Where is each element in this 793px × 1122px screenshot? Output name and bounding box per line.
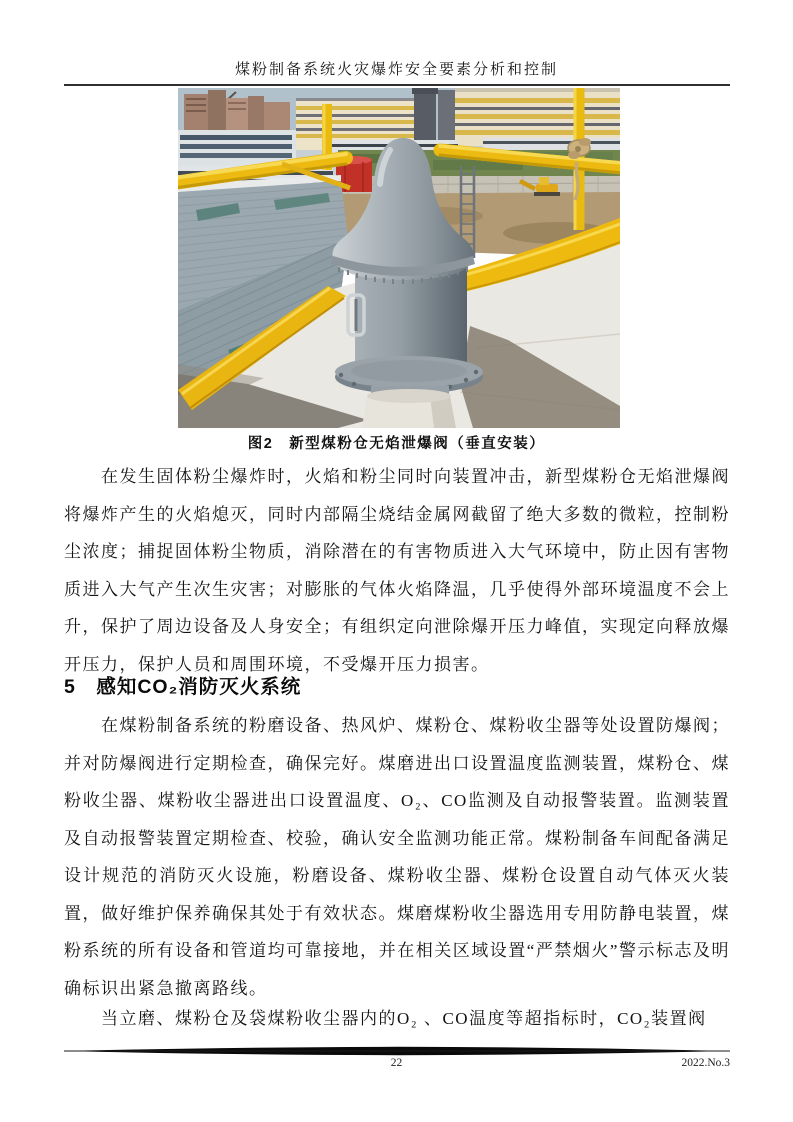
figure-caption: 图2 新型煤粉仓无焰泄爆阀（垂直安装）	[247, 436, 546, 452]
figure-2	[178, 88, 620, 428]
section-5-heading: 5 感知CO₂消防灭火系统	[64, 676, 302, 698]
header-rule	[64, 84, 730, 86]
paragraph-co2-system: 在煤粉制备系统的粉磨设备、热风炉、煤粉仓、煤粉收尘器等处设置防爆阀；并对防爆阀进行定期检查，确保完好。煤磨进出口设置温度监测装置，煤粉仓、煤粉收尘器、煤粉收尘器进出口设置温度、O₂、CO监测及自动报警装置。监测装置及自动报警装置定期检查、校验，确认安全监测功能正常。煤粉制备车间配备满足设计规范的消防灭火设施，粉磨设备、煤粉收尘器、煤粉仓设置自动气体灭火装置，做好维护保养确保其处于有效状态。煤磨煤粉收尘器选用专用防静电装置，煤粉系统的所有设备和管道均可靠接地，并在相关区域设置“严禁烟火”警示标志及明确标识出紧急撤离路线。	[64, 716, 730, 998]
paragraph-vent-valve: 在发生固体粉尘爆炸时，火焰和粉尘同时向装置冲击，新型煤粉仓无焰泄爆阀将爆炸产生的火焰熄灭，同时内部隔尘烧结金属网截留了绝大多数的微粒，控制粉尘浓度；捕捉固体粉尘物质，消除潜在的有害物质进入大气环境中，防止因有害物质进入大气产生次生灾害；对膨胀的气体火焰降温，几乎使得外部环境温度不会上升，保护了周边设备及人身安全；有组织定向泄除爆开压力峰值，实现定向释放爆开压力，保护人员和周围环境，不受爆开压力损害。	[64, 467, 730, 674]
figure-photo	[178, 88, 620, 428]
footer-divider	[64, 1046, 730, 1056]
page-number: 22	[390, 1057, 403, 1069]
header-title: 煤粉制备系统火灾爆炸安全要素分析和控制	[234, 62, 558, 78]
issue-label: 2022.No.3	[681, 1057, 730, 1069]
paragraph-co2-trigger: 当立磨、煤粉仓及袋煤粉收尘器内的O₂ 、CO温度等超指标时，CO₂装置阀	[101, 1009, 707, 1028]
